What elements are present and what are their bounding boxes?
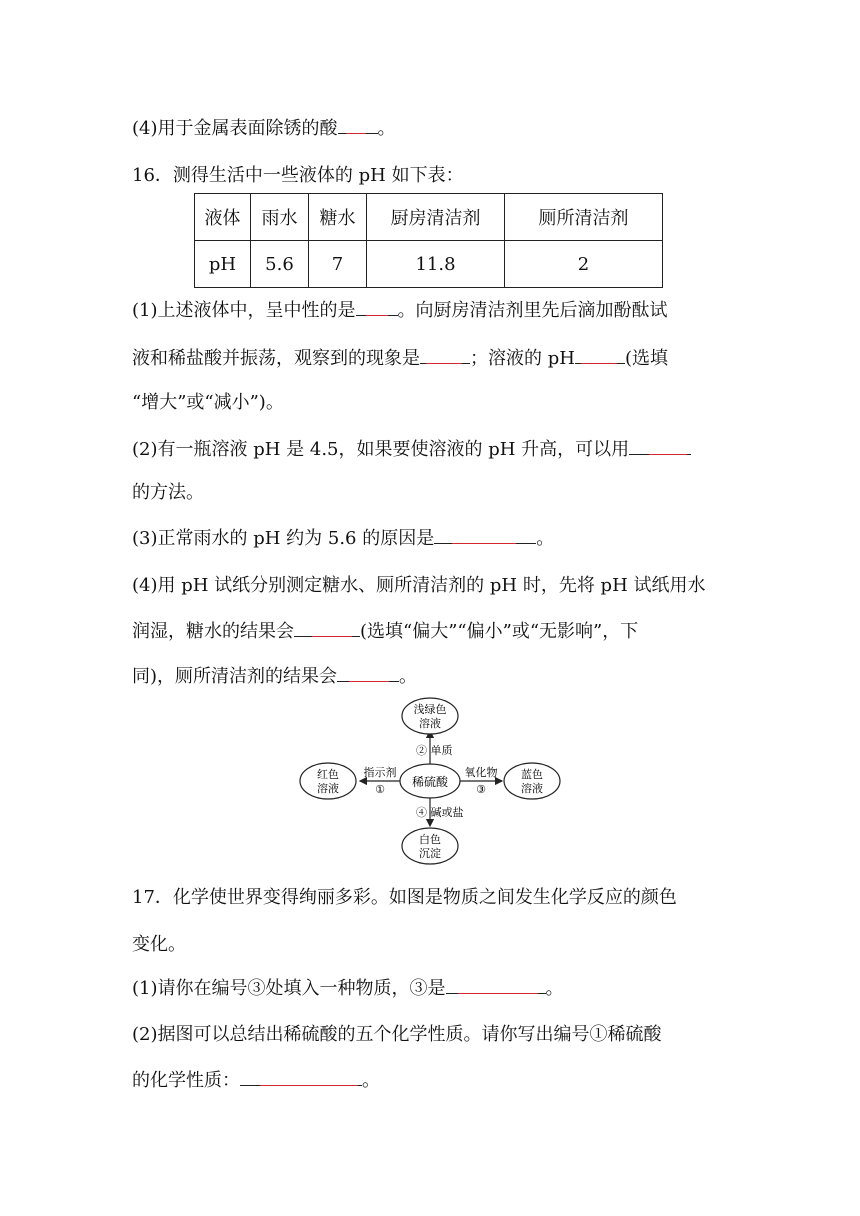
label-right-num: ③ — [476, 783, 486, 796]
answer-blank[interactable] — [434, 525, 536, 544]
node-right-label-1: 蓝色 — [521, 768, 543, 781]
q17-p2-line1: (2)据图可以总结出稀硫酸的五个化学性质。请你写出编号①稀硫酸 — [132, 1024, 662, 1045]
q15-part4: (4)用于金属表面除锈的酸 。 — [132, 115, 396, 142]
node-left-label-1: 红色 — [317, 768, 339, 781]
table-cell: pH — [195, 241, 251, 288]
q16-p4-line3: 同)，厕所清洁剂的结果会 。 — [132, 663, 417, 690]
q17-p1: (1)请你在编号③处填入一种物质，③是 。 — [132, 975, 564, 1002]
node-right-label-2: 溶液 — [521, 782, 543, 795]
table-cell: 11.8 — [367, 241, 505, 288]
q16-p4-line2: 润湿，糖水的结果会 (选填“偏大”“偏小”或“无影响”，下 — [132, 618, 638, 645]
table-cell: 雨水 — [251, 194, 309, 241]
q16-title: 16．测得生活中一些液体的 pH 如下表： — [132, 165, 464, 186]
answer-blank[interactable] — [575, 345, 625, 364]
table-cell: 厕所清洁剂 — [505, 194, 663, 241]
q16-p1-line2: 液和稀盐酸并振荡，观察到的现象是 ；溶液的 pH (选填 — [132, 345, 668, 372]
q16-p4-line1: (4)用 pH 试纸分别测定糖水、厕所清洁剂的 pH 时，先将 pH 试纸用水 — [132, 575, 706, 596]
table-cell: 5.6 — [251, 241, 309, 288]
node-left-label-2: 溶液 — [317, 782, 339, 795]
ph-table — [194, 193, 663, 288]
node-bottom-label-2: 沉淀 — [419, 847, 441, 860]
q16-p2-line2: 的方法。 — [132, 482, 204, 503]
label-left-top: 指示剂 — [363, 766, 397, 779]
table-row — [195, 241, 663, 288]
answer-blank[interactable] — [337, 663, 399, 682]
answer-blank[interactable] — [629, 436, 691, 455]
q17-title-line2: 变化。 — [132, 934, 186, 955]
node-center-label: 稀硫酸 — [411, 775, 449, 789]
answer-blank[interactable] — [420, 345, 470, 364]
answer-blank[interactable] — [240, 1067, 362, 1086]
table-cell: 2 — [505, 241, 663, 288]
table-cell: 液体 — [195, 194, 251, 241]
label-up: ② 单质 — [416, 744, 453, 757]
answer-blank[interactable] — [356, 297, 398, 316]
node-top-label-1: 浅绿色 — [413, 703, 447, 716]
q15-part4-text: (4)用于金属表面除锈的酸 — [132, 118, 338, 139]
label-right-top: 氧化物 — [464, 766, 498, 779]
q16-p1-line1: (1)上述液体中，呈中性的是 。向厨房清洁剂里先后滴加酚酞试 — [132, 297, 668, 324]
table-cell: 糖水 — [309, 194, 367, 241]
table-row — [195, 194, 663, 241]
q17-title-line1: 17．化学使世界变得绚丽多彩。如图是物质之间发生化学反应的颜色 — [132, 887, 677, 908]
table-cell: 厨房清洁剂 — [367, 194, 505, 241]
node-top-label-2: 溶液 — [419, 717, 441, 730]
q16-p2-line1: (2)有一瓶溶液 pH 是 4.5，如果要使溶液的 pH 升高，可以用 — [132, 436, 691, 463]
answer-blank[interactable] — [294, 618, 360, 637]
label-down: ④ 碱或盐 — [416, 806, 464, 819]
table-cell: 7 — [309, 241, 367, 288]
node-bottom-label-1: 白色 — [419, 833, 441, 846]
q17-p2-line2: 的化学性质： 。 — [132, 1067, 380, 1094]
answer-blank[interactable] — [338, 115, 378, 134]
label-left-num: ① — [375, 783, 385, 796]
q16-p3: (3)正常雨水的 pH 约为 5.6 的原因是 。 — [132, 525, 554, 552]
answer-blank[interactable] — [446, 975, 546, 994]
sulfuric-acid-reaction-diagram — [296, 696, 566, 866]
q16-p1-line3: “增大”或“减小”)。 — [132, 392, 284, 413]
